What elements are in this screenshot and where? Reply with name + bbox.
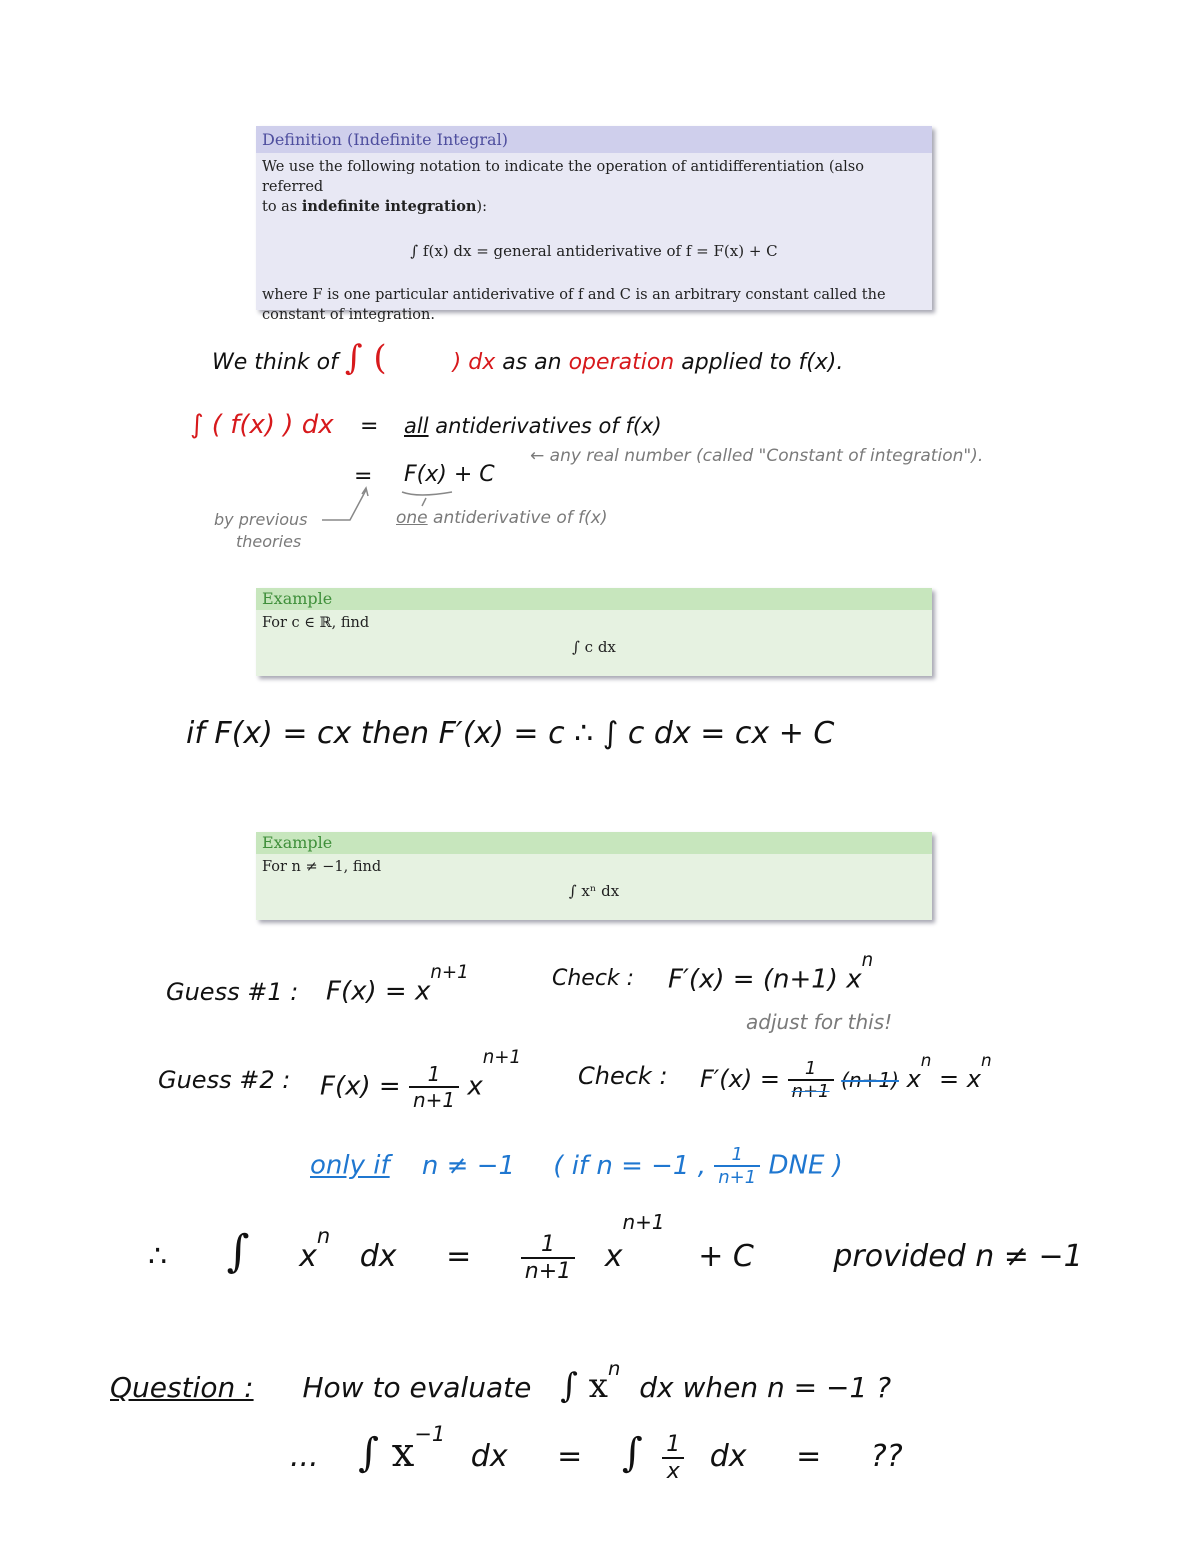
- note-think-a: We think of: [212, 350, 338, 375]
- note-by-prev-1: by previous: [214, 510, 308, 529]
- definition-line4: constant of integration.: [262, 307, 435, 323]
- question-exp2: −1: [414, 1422, 446, 1446]
- note-think-of: [212, 338, 843, 378]
- check2-fraction: [788, 1058, 834, 1102]
- check2-den: n+1: [791, 1081, 830, 1102]
- conclusion-exp: n+1: [622, 1210, 665, 1234]
- note-eq1: =: [360, 414, 379, 439]
- note-fx-c: F(x) + C: [404, 462, 495, 487]
- note-any-real: ← any real number (called "Constant of integration").: [530, 446, 984, 466]
- definition-line2-bold: indefinite integration: [301, 198, 477, 215]
- check1-label: Check :: [552, 966, 635, 991]
- note-all: all: [404, 414, 429, 438]
- question-dx2: dx: [470, 1439, 508, 1474]
- guess2-f: F(x) =: [320, 1071, 401, 1102]
- guess2-label: Guess #2 :: [158, 1066, 291, 1094]
- guess2-x: x: [467, 1071, 483, 1102]
- definition-line1: We use the following notation to indicate the operation of antidifferentiation (also referred: [262, 159, 864, 195]
- definition-line2-suffix: ):: [476, 199, 487, 215]
- guess2-formula: [320, 1046, 522, 1112]
- question-eq: =: [557, 1439, 583, 1474]
- conclusion-plus-c: + C: [698, 1239, 754, 1274]
- check2-formula: [700, 1050, 992, 1102]
- example2-heading: Example: [256, 832, 932, 854]
- guess2-num: 1: [409, 1062, 459, 1088]
- conclusion-x2: x: [604, 1239, 623, 1274]
- note-all-antiderivs: [404, 414, 662, 438]
- guess1-exp: n+1: [430, 962, 469, 983]
- question-text: How to evaluate: [302, 1371, 532, 1404]
- question-int3: ∫: [621, 1430, 643, 1476]
- definition-line2-prefix: to as: [262, 199, 302, 215]
- note-arrows: [200, 470, 500, 540]
- check2-cancel: (n+1): [841, 1068, 899, 1092]
- note-eq2: =: [354, 464, 373, 489]
- note-think-b: as an: [502, 350, 562, 375]
- check2-x: x: [906, 1065, 921, 1093]
- note-cx-line: if F(x) = cx then F′(x) = c ∴ ∫ c dx = cx + C: [186, 716, 835, 751]
- definition-formula: ∫ f(x) dx = general antiderivative of f = F(x) + C: [410, 242, 778, 260]
- example2-formula: ∫ xⁿ dx: [568, 882, 620, 900]
- question-label: Question :: [110, 1371, 254, 1404]
- guess1-label: Guess #1 :: [166, 978, 299, 1006]
- conclusion-exp-n: n: [316, 1224, 331, 1248]
- check2-num: 1: [788, 1058, 834, 1081]
- check2-eq: = x: [939, 1065, 981, 1093]
- question-line: [110, 1356, 892, 1406]
- only-if: only if: [310, 1150, 390, 1181]
- only-if-num: 1: [714, 1144, 760, 1167]
- question-dx3: dx: [709, 1439, 747, 1474]
- conclusion-int: ∫: [226, 1226, 250, 1277]
- guess2-exp: n+1: [482, 1046, 522, 1068]
- conclusion-line: [148, 1210, 1083, 1284]
- example1-text: For c ∈ ℝ, find: [262, 615, 370, 631]
- only-if-den: n+1: [718, 1167, 757, 1188]
- example2-text: For n ≠ −1, find: [262, 859, 382, 875]
- question-qq: ??: [870, 1439, 903, 1474]
- definition-line2: [256, 197, 932, 217]
- adjust-note: adjust for this!: [746, 1010, 893, 1034]
- only-if-fraction: [714, 1144, 760, 1188]
- note-antiderivs: antiderivatives of f(x): [435, 414, 662, 438]
- check2-f: F′(x) =: [700, 1065, 780, 1093]
- question-eq2: =: [796, 1439, 822, 1474]
- question-num: 1: [662, 1432, 684, 1459]
- note-by-prev-2: theories: [236, 532, 302, 551]
- conclusion-provided: provided n ≠ −1: [833, 1239, 1083, 1274]
- note-int-lhs: ∫ ( f(x) ) dx: [190, 410, 334, 440]
- arrow-one: [422, 498, 426, 506]
- example1-box: [256, 588, 932, 676]
- conclusion-therefore: ∴: [148, 1239, 168, 1274]
- conclusion-dx: dx: [359, 1239, 397, 1274]
- conclusion-x: x: [299, 1239, 317, 1274]
- check2-exp: n: [920, 1050, 932, 1070]
- example1-heading: Example: [256, 588, 932, 610]
- question-exp: n: [607, 1356, 621, 1380]
- question-line2: [290, 1422, 903, 1484]
- guess2-den: n+1: [412, 1088, 456, 1112]
- check2-label: Check :: [578, 1062, 668, 1090]
- example1-formula: ∫ c dx: [572, 638, 616, 656]
- note-think-operation: operation: [568, 350, 675, 375]
- check2-exp2: n: [981, 1050, 992, 1070]
- conclusion-eq: =: [446, 1239, 472, 1274]
- conclusion-fraction: [521, 1232, 575, 1284]
- question-den: x: [666, 1458, 680, 1484]
- only-if-n: n ≠ −1: [421, 1150, 516, 1181]
- conclusion-num: 1: [521, 1232, 575, 1259]
- only-if-line: [310, 1144, 843, 1188]
- check1-exp: n: [861, 950, 874, 971]
- question-dots: ...: [290, 1439, 319, 1474]
- note-one-rest: antiderivative of f(x): [433, 508, 608, 528]
- note-think-int: ∫ (: [344, 338, 387, 378]
- brace-fx: [402, 492, 452, 495]
- example2-box: [256, 832, 932, 920]
- note-think-c: applied to f(x).: [681, 350, 844, 375]
- conclusion-den: n+1: [524, 1258, 572, 1284]
- definition-line3: where F is one particular antiderivative of f and C is an arbitrary constant called the: [262, 287, 886, 303]
- question-dx-when: dx when n = −1 ?: [639, 1371, 892, 1404]
- question-int2: ∫ x: [358, 1430, 415, 1476]
- note-think-dx: ) dx: [452, 350, 496, 375]
- definition-heading: Definition (Indefinite Integral): [256, 126, 932, 153]
- guess1-f: F(x) = x: [326, 976, 431, 1007]
- arrow-by-prev: [322, 490, 366, 520]
- check1-expr: F′(x) = (n+1) x: [668, 964, 862, 995]
- question-int: ∫ x: [560, 1366, 608, 1406]
- guess1-formula: [326, 962, 469, 1007]
- note-one: one: [396, 508, 428, 528]
- only-if-paren-b: DNE ): [768, 1150, 843, 1181]
- guess2-fraction: [409, 1062, 459, 1112]
- question-fraction: [662, 1432, 684, 1484]
- check1-formula: [668, 950, 874, 995]
- definition-box: [256, 126, 932, 323]
- only-if-paren-a: ( if n = −1 ,: [553, 1150, 706, 1181]
